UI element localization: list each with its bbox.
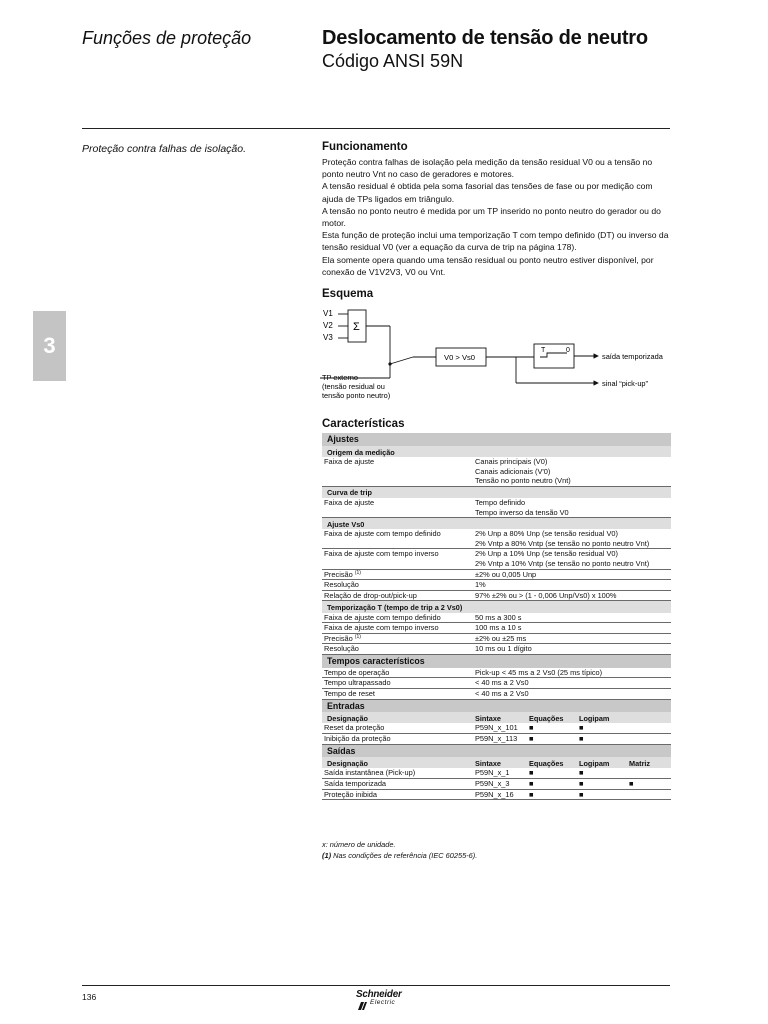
paragraph: Proteção contra falhas de isolação pela medição da tensão residual V0 ou a tensão no ponto neutro Vnt no caso de geradores e motores.: [322, 157, 653, 180]
paragraph: Esta função de proteção inclui uma temporização T com tempo definido (DT) ou inverso da tensão residual V0 (ver a equação da curva de trip na página 178).: [322, 230, 669, 253]
table-row: Resolução 10 ms ou 1 dígito: [322, 644, 671, 655]
tp-label-line2: (tensão residual ou: [322, 382, 385, 391]
v1-label: V1: [323, 309, 333, 318]
table-section-header: Tempos característicos: [322, 655, 671, 668]
header-divider: [82, 128, 670, 129]
pickup-output-label: sinal “pick-up”: [602, 379, 649, 388]
delayed-output-label: saída temporizada: [602, 352, 663, 361]
v2-label: V2: [323, 321, 333, 330]
table-row: Tempo de reset < 40 ms a 2 Vs0: [322, 688, 671, 699]
logo-mark-icon: [357, 1001, 368, 1011]
page-title: Deslocamento de tensão de neutro: [322, 27, 648, 49]
footer-divider: [82, 985, 670, 986]
table-row: Faixa de ajuste Tempo definido Tempo inverso da tensão V0: [322, 498, 671, 518]
switch-contact: [388, 362, 391, 365]
table-row: Relação de drop-out/pick-up 97% ±2% ou > (1 - 0,006 Unp/Vs0) x 100%: [322, 590, 671, 601]
table-row: Inibição da proteção P59N_x_113 ■ ■: [322, 733, 671, 744]
section-title: Funções de proteção: [82, 28, 252, 48]
unit-note: x: número de unidade.: [322, 840, 396, 849]
schneider-logo: [356, 989, 402, 1011]
table-row: Resolução 1%: [322, 580, 671, 591]
table-subheader: Ajuste Vs0: [322, 518, 671, 530]
table-row: Tempo de operação Pick-up < 45 ms a 2 Vs0 (25 ms típico): [322, 668, 671, 678]
protection-diagram: [318, 300, 678, 405]
table-row: Tempo ultrapassado < 40 ms a 2 Vs0: [322, 678, 671, 689]
v3-label: V3: [323, 333, 333, 342]
paragraph: Ela somente opera quando uma tensão residual ou ponto neutro estiver disponível, por conexão de V1V2V3, V0 ou Vnt.: [322, 254, 654, 277]
table-row: Precisão $^{(1)}$ ±2% ou 0,005 Unp: [322, 569, 671, 580]
table-row: Faixa de ajuste com tempo definido 50 ms a 300 s: [322, 613, 671, 623]
side-note: Proteção contra falhas de isolação.: [82, 143, 247, 155]
funcionamento-text: [322, 156, 672, 278]
table-row: Faixa de ajuste Canais principais (V0) Canais adicionais (V'0) Tensão no ponto neutro (Vnt): [322, 457, 671, 486]
comparator-label: V0 > Vs0: [444, 353, 476, 362]
table-section-header: Entradas: [322, 699, 671, 712]
tp-label-line1: TP externo: [322, 373, 359, 382]
table-column-header: Designação Sintaxe Equações Logipam Matriz: [322, 757, 671, 768]
logo-brand-text: Schneider: [356, 989, 402, 1000]
table-subheader: Temporização T (tempo de trip a 2 Vs0): [322, 601, 671, 613]
table-row: Precisão $^{(1)}$ ±2% ou ±25 ms: [322, 633, 671, 644]
table-column-header: Designação Sintaxe Equações Logipam: [322, 712, 671, 723]
timer-t-label: T: [541, 347, 546, 354]
esquema-heading: Esquema: [322, 288, 374, 300]
table-notes: [322, 840, 477, 861]
table-section-header: Ajustes: [322, 433, 671, 446]
table-row: Saída temporizada P59N_x_3 ■ ■ ■: [322, 778, 671, 789]
page-number: 136: [82, 992, 97, 1002]
paragraph: A tensão residual é obtida pela soma fasorial das tensões de fase ou por medição com ajuda de TPs ligados em triângulo.: [322, 181, 653, 204]
table-row: Saída instantânea (Pick-up) P59N_x_1 ■ ■: [322, 768, 671, 778]
table-subheader: Origem da medição: [322, 446, 671, 457]
table-row: Reset da proteção P59N_x_101 ■ ■: [322, 723, 671, 733]
table-row: Proteção inibida P59N_x_16 ■ ■: [322, 789, 671, 800]
table-row: Faixa de ajuste com tempo definido 2% Unp a 80% Unp (se tensão residual V0) 2% Vntp a 80% Vntp (se tensão no ponto neutro Vnt): [322, 529, 671, 549]
page-subtitle: Código ANSI 59N: [322, 51, 464, 71]
table-section-header: Saídas: [322, 744, 671, 757]
sum-symbol: Σ: [353, 321, 360, 333]
paragraph: A tensão no ponto neutro é medida por um TP inserido no ponto neutro do gerador ou do motor.: [322, 205, 661, 229]
reference-note: (1) Nas condições de referência (IEC 60255-6).: [322, 850, 478, 860]
chapter-tab: 3: [33, 311, 66, 381]
characteristics-table: [322, 433, 671, 800]
table-subheader: Curva de trip: [322, 486, 671, 498]
table-row: Faixa de ajuste com tempo inverso 100 ms a 10 s: [322, 623, 671, 634]
logo-sub-text: Electric: [370, 999, 396, 1006]
timer-0-label: 0: [566, 347, 570, 354]
table-row: Faixa de ajuste com tempo inverso 2% Unp a 10% Unp (se tensão residual V0) 2% Vntp a 10% Vntp (se tensão no ponto neutro Vnt): [322, 549, 671, 569]
tp-label-line3: tensão ponto neutro): [322, 391, 391, 400]
caracteristicas-heading: Características: [322, 418, 405, 430]
funcionamento-heading: Funcionamento: [322, 141, 408, 153]
